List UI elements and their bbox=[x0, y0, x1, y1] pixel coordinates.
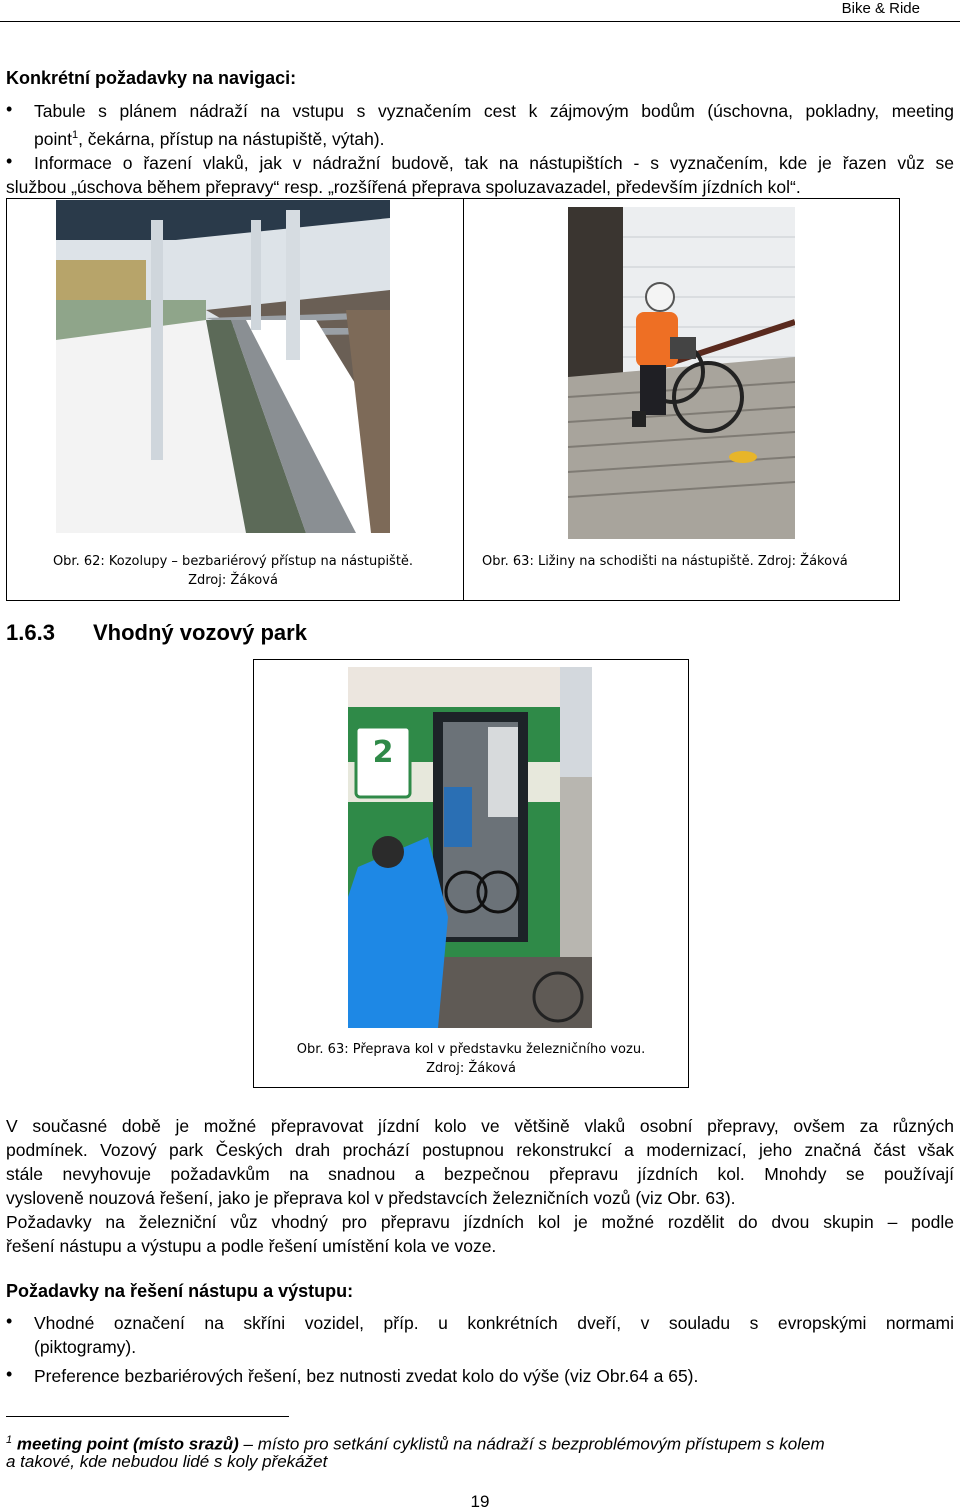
figure-63b-caption-line-2: Zdroj: Žáková bbox=[426, 1061, 516, 1076]
footnote-rule bbox=[6, 1416, 289, 1417]
ramp-photo-drawing bbox=[56, 200, 390, 533]
bullet-marker: • bbox=[6, 1364, 13, 1384]
nav-bullet-2-line-1: Informace o řazení vlaků, jak v nádražní budově, tak na nástupištích - s vyznačením, kde je řazen vůz se bbox=[34, 153, 954, 173]
section-title: Vhodný vozový park bbox=[93, 620, 307, 645]
stairs-photo-drawing bbox=[568, 207, 795, 539]
bullet-marker: • bbox=[6, 151, 13, 171]
footnote-mark: 1 bbox=[6, 1434, 13, 1446]
nav-bullet-1-line-2 bbox=[34, 123, 954, 151]
car-number: 2 bbox=[372, 735, 394, 770]
figure-63b-caption bbox=[253, 1040, 689, 1078]
body-line-1: V současné době je možné přepravovat jízdní kolo ve většině vlaků osobní přepravy, ovšem za různých bbox=[6, 1116, 954, 1136]
boarding-bullet-2: Preference bezbariérových řešení, bez nutnosti zvedat kolo do výše (viz Obr.64 a 65). bbox=[34, 1366, 699, 1386]
ramp-photo bbox=[56, 200, 390, 533]
figure-62-caption-line-1: Obr. 62: Kozolupy – bezbariérový přístup na nástupiště. bbox=[52, 554, 414, 569]
running-header: Bike & Ride bbox=[841, 0, 920, 17]
page-number: 19 bbox=[470, 1492, 490, 1511]
bullet-marker: • bbox=[6, 99, 13, 119]
nav-bullet-1-pre: point bbox=[34, 128, 72, 149]
body-line-3: stále nevyhovuje požadavkům na snadnou a bezpečnou přepravu jízdních kol. Mnohdy se používají bbox=[6, 1164, 954, 1184]
header-rule bbox=[0, 21, 960, 22]
bullet-marker: • bbox=[6, 1311, 13, 1331]
nav-requirements-heading: Konkrétní požadavky na navigaci: bbox=[6, 68, 297, 88]
footnote-definition: – místo pro setkání cyklistů na nádraží s bezproblémovým přístupem s kolem bbox=[238, 1434, 825, 1454]
figure-63b-caption-line-1: Obr. 63: Přeprava kol v představku železničního vozu. bbox=[296, 1042, 646, 1057]
figure-table-divider bbox=[463, 198, 464, 601]
nav-bullet-1-post: , čekárna, přístup na nástupiště, výtah). bbox=[78, 128, 385, 149]
train-photo-drawing bbox=[348, 667, 592, 1028]
boarding-heading: Požadavky na řešení nástupu a výstupu: bbox=[6, 1281, 354, 1301]
body-line-5: Požadavky na železniční vůz vhodný pro přepravu jízdních kol je možné rozdělit do dvou skupin – podle bbox=[6, 1212, 954, 1232]
boarding-bullet-1-line-1: Vhodné označení na skříni vozidel, příp. u konkrétních dveří, v souladu s evropskými normami bbox=[34, 1313, 954, 1333]
body-line-4: vysloveně nouzová řešení, jako je přeprava kol v představcích železničních vozů (viz Obr. 63). bbox=[6, 1188, 736, 1208]
section-number: 1.6.3 bbox=[6, 620, 55, 645]
body-line-2: podmínek. Vozový park Českých drah prochází postupnou rekonstrukcí a modernizací, jeho značná část však bbox=[6, 1140, 954, 1160]
body-line-6: řešení nástupu a výstupu a podle řešení umístění kola ve voze. bbox=[6, 1236, 497, 1256]
nav-bullet-1-line-1: Tabule s plánem nádraží na vstupu s vyznačením cest k zájmovým bodům (úschovna, pokladny, meeting bbox=[34, 101, 954, 121]
figure-63a-caption: Obr. 63: Ližiny na schodišti na nástupiště. Zdroj: Žáková bbox=[482, 554, 848, 569]
footnote-ref: 1 bbox=[71, 129, 79, 141]
figure-62-caption bbox=[28, 552, 438, 590]
footnote-line-2: a takové, kde nebudou lidé s koly překážet bbox=[6, 1452, 328, 1471]
boarding-bullet-1-line-2: (piktogramy). bbox=[34, 1337, 137, 1357]
nav-bullet-2-line-2: službou „úschova během přepravy“ resp. „rozšířená přeprava spoluzavazadel, především jízdních kol“. bbox=[6, 177, 801, 197]
stairs-photo bbox=[568, 207, 795, 539]
footnote-term: meeting point (místo srazů) bbox=[16, 1434, 239, 1454]
train-photo bbox=[348, 667, 592, 1028]
figure-62-caption-line-2: Zdroj: Žáková bbox=[188, 573, 278, 588]
